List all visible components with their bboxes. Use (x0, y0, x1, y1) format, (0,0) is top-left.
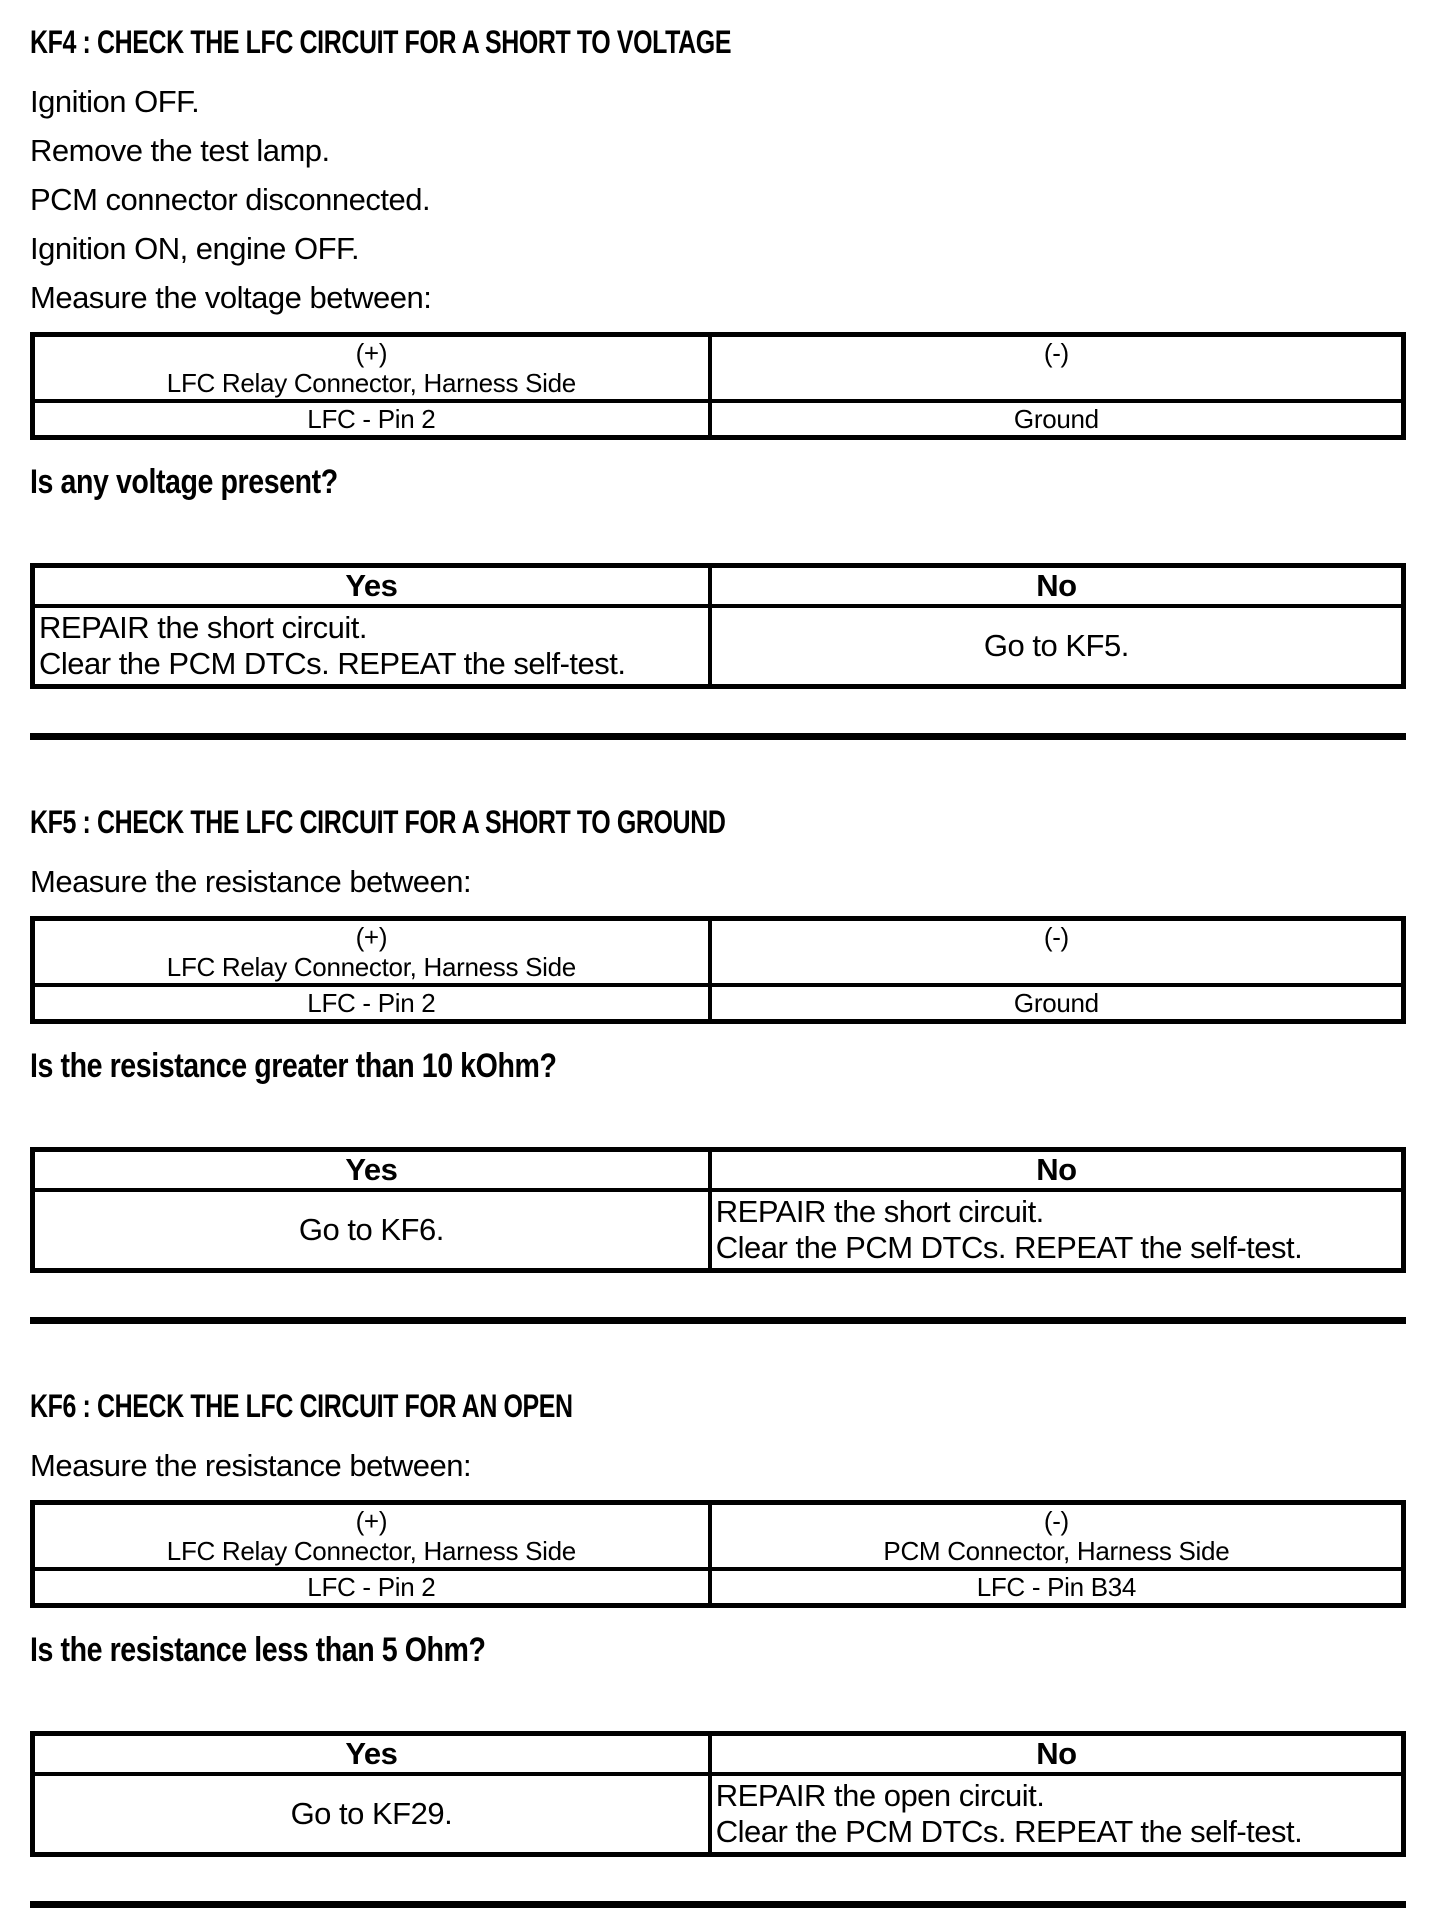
negative-terminal-cell (710, 335, 1404, 402)
terminal-sign: (-) (1043, 922, 1069, 952)
result-table (30, 563, 1406, 689)
positive-pin-cell: LFC - Pin 2 (33, 985, 710, 1022)
yes-header-cell: Yes (33, 566, 710, 607)
no-header-cell: No (710, 1734, 1404, 1775)
negative-pin-cell: Ground (710, 985, 1404, 1022)
result-line: Go to KF29. (290, 1796, 453, 1831)
result-line: Clear the PCM DTCs. REPEAT the self-test. (715, 1230, 1303, 1265)
section-divider (30, 733, 1406, 740)
section-heading: KF6 : CHECK THE LFC CIRCUIT FOR AN OPEN (30, 1388, 573, 1424)
terminal-sign: (+) (355, 922, 388, 952)
terminal-location: LFC Relay Connector, Harness Side (166, 952, 576, 982)
result-line: REPAIR the open circuit. (715, 1778, 1045, 1813)
no-header-cell: No (710, 566, 1404, 607)
measurement-table (30, 1500, 1406, 1608)
yes-result-cell (33, 1190, 710, 1271)
question-text: Is the resistance less than 5 Ohm? (30, 1631, 486, 1669)
terminal-sign: (-) (1043, 338, 1069, 368)
section-heading: KF5 : CHECK THE LFC CIRCUIT FOR A SHORT TO GROUND (30, 804, 726, 840)
positive-pin-cell: LFC - Pin 2 (33, 1569, 710, 1606)
section-kf6 (30, 1386, 1406, 1908)
instruction-line: PCM connector disconnected. (30, 182, 431, 217)
section-heading-row (30, 22, 1406, 69)
terminal-location: LFC Relay Connector, Harness Side (166, 368, 576, 398)
result-line: Clear the PCM DTCs. REPEAT the self-test. (39, 646, 626, 681)
terminal-sign: (+) (355, 338, 388, 368)
yes-result-cell (33, 606, 710, 687)
yes-header-cell: Yes (33, 1734, 710, 1775)
instruction-line: Ignition OFF. (30, 84, 200, 119)
question-row (30, 1048, 1406, 1091)
result-line: REPAIR the short circuit. (715, 1194, 1044, 1229)
yes-header-cell: Yes (33, 1150, 710, 1191)
no-result-cell (710, 1190, 1404, 1271)
section-kf4 (30, 22, 1406, 740)
negative-terminal-cell (710, 1503, 1404, 1570)
yes-result-cell (33, 1774, 710, 1855)
terminal-sign: (-) (1043, 1506, 1069, 1536)
measurement-table (30, 332, 1406, 440)
measurement-table (30, 916, 1406, 1024)
negative-pin-cell: LFC - Pin B34 (710, 1569, 1404, 1606)
section-heading-row (30, 802, 1406, 849)
result-line: Go to KF6. (298, 1212, 444, 1247)
section-kf5 (30, 802, 1406, 1324)
terminal-location: LFC Relay Connector, Harness Side (166, 1536, 576, 1566)
positive-terminal-cell (33, 1503, 710, 1570)
result-line: Go to KF5. (983, 628, 1129, 663)
no-result-cell (710, 1774, 1404, 1855)
positive-terminal-cell (33, 919, 710, 986)
result-line: REPAIR the short circuit. (39, 610, 368, 645)
result-table (30, 1147, 1406, 1273)
question-text: Is the resistance greater than 10 kOhm? (30, 1047, 557, 1085)
section-heading: KF4 : CHECK THE LFC CIRCUIT FOR A SHORT TO VOLTAGE (30, 24, 732, 60)
negative-pin-cell: Ground (710, 401, 1404, 438)
measure-instruction: Measure the voltage between: (30, 280, 432, 315)
terminal-sign: (+) (355, 1506, 388, 1536)
section-heading-row (30, 1386, 1406, 1433)
negative-terminal-cell (710, 919, 1404, 986)
measure-instruction: Measure the resistance between: (30, 864, 472, 899)
positive-pin-cell: LFC - Pin 2 (33, 401, 710, 438)
section-divider (30, 1317, 1406, 1324)
terminal-location: PCM Connector, Harness Side (883, 1536, 1230, 1566)
no-header-cell: No (710, 1150, 1404, 1191)
instruction-line: Remove the test lamp. (30, 133, 330, 168)
no-result-cell (710, 606, 1404, 687)
question-row (30, 464, 1406, 507)
instruction-line: Ignition ON, engine OFF. (30, 231, 360, 266)
result-line: Clear the PCM DTCs. REPEAT the self-test. (715, 1814, 1303, 1849)
measure-instruction: Measure the resistance between: (30, 1448, 472, 1483)
question-text: Is any voltage present? (30, 463, 338, 501)
positive-terminal-cell (33, 335, 710, 402)
question-row (30, 1632, 1406, 1675)
section-divider (30, 1901, 1406, 1908)
result-table (30, 1731, 1406, 1857)
